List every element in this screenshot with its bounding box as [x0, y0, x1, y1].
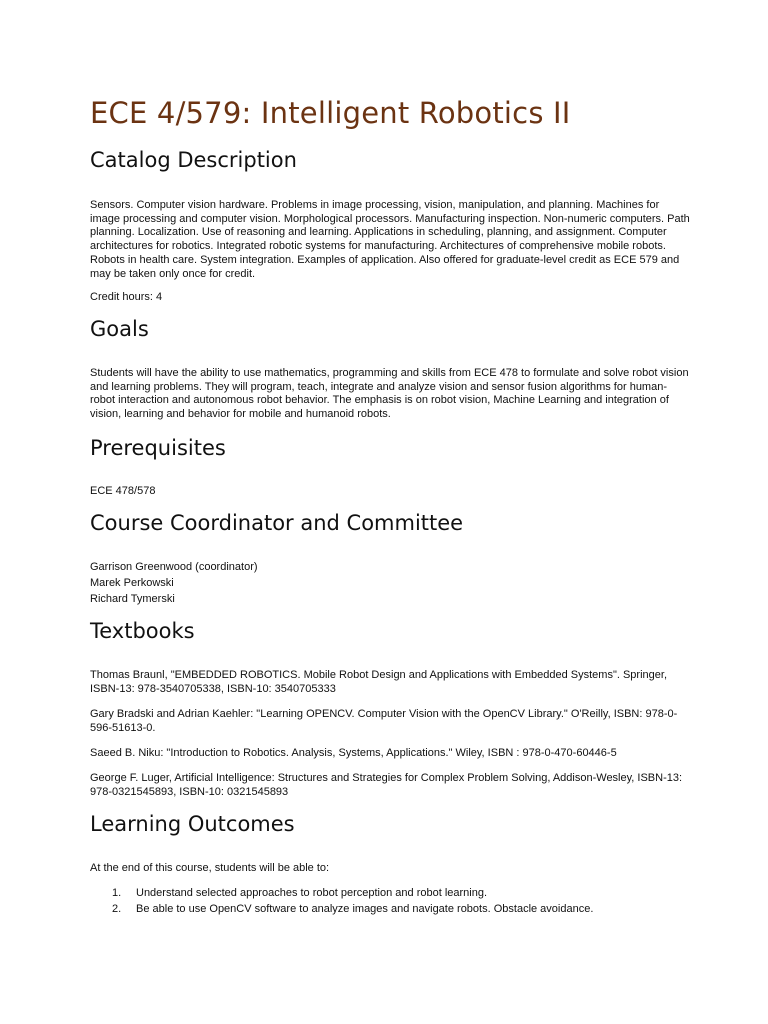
outcomes-list — [112, 885, 672, 917]
outcomes-intro: At the end of this course, students will be able to: — [90, 862, 330, 874]
textbook-item: Saeed B. Niku: "Introduction to Robotics. Analysis, Systems, Applications." Wiley, ISBN : 978-0-470-60446-5 — [90, 747, 617, 759]
goals-heading: Goals — [90, 317, 149, 341]
prerequisites-text: ECE 478/578 — [90, 485, 156, 497]
textbooks-heading: Textbooks — [90, 619, 195, 643]
list-item — [112, 901, 672, 917]
textbook-item: Thomas Braunl, "EMBEDDED ROBOTICS. Mobile Robot Design and Applications with Embedded Systems". Springer, ISBN-13: 978-3540705338, ISBN-10: 3540705333 — [90, 669, 668, 695]
committee-member: Garrison Greenwood (coordinator) — [90, 561, 258, 573]
committee-heading: Course Coordinator and Committee — [90, 511, 464, 535]
catalog-text: Sensors. Computer vision hardware. Problems in image processing, vision, manipulation, and planning. Machines for image processing and computer vision. Morphological processors. Manufacturing inspection. Non-numeric computers. Path planning. Localization. Use of reasoning and learning. Applications in scheduling, planning, and assignment. Computer architectures for robotics. Integrated robotic systems for manufacturing. Architectures of comprehensive mobile robots. Robots in health care. System integration. Examples of application. Also offered for graduate-level credit as ECE 579 and may be taken only once for credit. — [90, 199, 690, 280]
prerequisites-heading: Prerequisites — [90, 436, 226, 460]
credit-hours: Credit hours: 4 — [90, 291, 163, 303]
list-item — [112, 885, 672, 901]
committee-member: Marek Perkowski — [90, 577, 174, 589]
list-item-text: Understand selected approaches to robot perception and robot learning. — [136, 887, 488, 899]
goals-text: Students will have the ability to use mathematics, programming and skills from ECE 478 to formulate and solve robot vision and learning problems. They will program, teach, integrate and analyze vision and sensor fusion algorithms for human-robot interaction and autonomous robot behavior. The emphasis is on robot vision, Machine Learning and integration of vision, learning and behavior for mobile and humanoid robots. — [90, 367, 689, 421]
list-item-number: 2. — [112, 903, 122, 915]
catalog-heading: Catalog Description — [90, 148, 297, 172]
page-title: ECE 4/579: Intelligent Robotics II — [90, 96, 571, 130]
textbook-item: George F. Luger, Artificial Intelligence: Structures and Strategies for Complex Problem Solving, Addison-Wesley, ISBN-13: 978-0321545893, ISBN-10: 0321545893 — [90, 772, 683, 798]
committee-member: Richard Tymerski — [90, 593, 175, 605]
outcomes-heading: Learning Outcomes — [90, 812, 295, 836]
list-item-text: Be able to use OpenCV software to analyze images and navigate robots. Obstacle avoidance. — [136, 903, 594, 915]
textbook-item: Gary Bradski and Adrian Kaehler: "Learning OPENCV. Computer Vision with the OpenCV Library." O'Reilly, ISBN: 978-0-596-51613-0. — [90, 708, 678, 734]
list-item-number: 1. — [112, 887, 122, 899]
